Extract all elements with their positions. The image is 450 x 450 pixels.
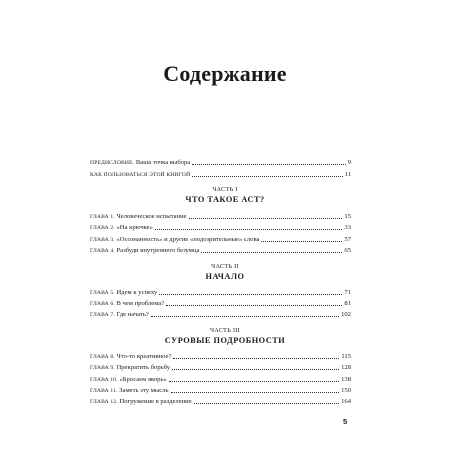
page-title: Содержание <box>163 61 287 86</box>
toc-entry-label: ГЛАВА 3. «Осознанность» и другие «подозрительные» слова <box>90 236 260 243</box>
leader-dots <box>169 381 339 382</box>
toc-entry-label: ГЛАВА 9. Прекратить борьбу <box>90 364 171 371</box>
part-title: СУРОВЫЕ ПОДРОБНОСТИ <box>164 336 286 345</box>
leader-dots <box>201 252 342 253</box>
part-label: ЧАСТЬ II <box>211 263 239 270</box>
part-title: НАЧАЛО <box>205 272 245 281</box>
toc-entry[interactable] <box>90 222 351 232</box>
toc-entry-label: ПРЕДИСЛОВИЕ. Ваша точка выбора <box>90 159 191 166</box>
leader-dots <box>194 403 339 404</box>
toc-page-number: 33 <box>344 224 351 231</box>
toc-entry-label: ГЛАВА 12. Погружение в разделение <box>90 398 192 405</box>
part-title: ЧТО ТАКОЕ АСТ? <box>185 195 265 204</box>
toc-entry-label: ГЛАВА 7. Где начать? <box>90 311 149 318</box>
part-label: ЧАСТЬ I <box>212 186 238 193</box>
leader-dots <box>155 229 343 230</box>
leader-dots <box>166 305 342 306</box>
part-label: ЧАСТЬ III <box>209 327 241 334</box>
toc-entry-label: КАК ПОЛЬЗОВАТЬСЯ ЭТОЙ КНИГОЙ <box>90 172 191 178</box>
toc-entry[interactable] <box>90 374 351 384</box>
leader-dots <box>171 392 340 393</box>
toc-page-number: 57 <box>344 236 351 243</box>
toc-entry[interactable] <box>90 385 351 395</box>
toc-entry-label: ГЛАВА 11. Заметь эту мысль <box>90 387 169 394</box>
toc-page-number: 150 <box>341 387 351 394</box>
toc-page-number: 102 <box>341 311 351 318</box>
toc-entry-label: ГЛАВА 8. Что-то креативное? <box>90 353 172 360</box>
toc-entry-label: ГЛАВА 2. «На крючке» <box>90 224 153 231</box>
leader-dots <box>192 176 342 177</box>
toc-entry[interactable] <box>90 396 351 406</box>
leader-dots <box>172 369 339 370</box>
toc-entry[interactable] <box>90 169 351 179</box>
toc-page-number: 128 <box>341 364 351 371</box>
toc-page-number: 9 <box>347 159 351 166</box>
toc-page-number: 15 <box>344 213 351 220</box>
leader-dots <box>261 241 342 242</box>
toc-page-number: 115 <box>341 353 351 360</box>
toc-entry[interactable] <box>90 234 351 244</box>
leader-dots <box>151 316 339 317</box>
leader-dots <box>159 294 342 295</box>
toc-entry[interactable] <box>90 351 351 361</box>
toc-page-number: 164 <box>341 398 351 405</box>
toc-entry-label: ГЛАВА 1. Человеческое испытание <box>90 213 187 220</box>
leader-dots <box>173 358 339 359</box>
toc-entry-label: ГЛАВА 5. Идем к успеху <box>90 289 158 296</box>
toc-page-number: 11 <box>344 171 351 178</box>
toc-page-number: 71 <box>344 289 351 296</box>
toc-entry[interactable] <box>90 245 351 255</box>
toc-entry[interactable] <box>90 298 351 308</box>
toc-page-number: 65 <box>344 247 351 254</box>
toc-entry[interactable] <box>90 157 351 167</box>
leader-dots <box>192 164 346 165</box>
toc-entry[interactable] <box>90 309 351 319</box>
toc-entry[interactable] <box>90 287 351 297</box>
toc-page-number: 138 <box>341 376 351 383</box>
toc-entry-label: ГЛАВА 6. В чем проблема? <box>90 300 165 307</box>
toc-page-number: 81 <box>344 300 351 307</box>
toc-entry[interactable] <box>90 362 351 372</box>
page-number: 5 <box>343 417 348 426</box>
toc-entry-label: ГЛАВА 10. «Бросаем якорь» <box>90 376 167 383</box>
leader-dots <box>189 218 343 219</box>
toc-entry-label: ГЛАВА 4. Разбуди внутреннего безумца <box>90 247 200 254</box>
toc-entry[interactable] <box>90 211 351 221</box>
